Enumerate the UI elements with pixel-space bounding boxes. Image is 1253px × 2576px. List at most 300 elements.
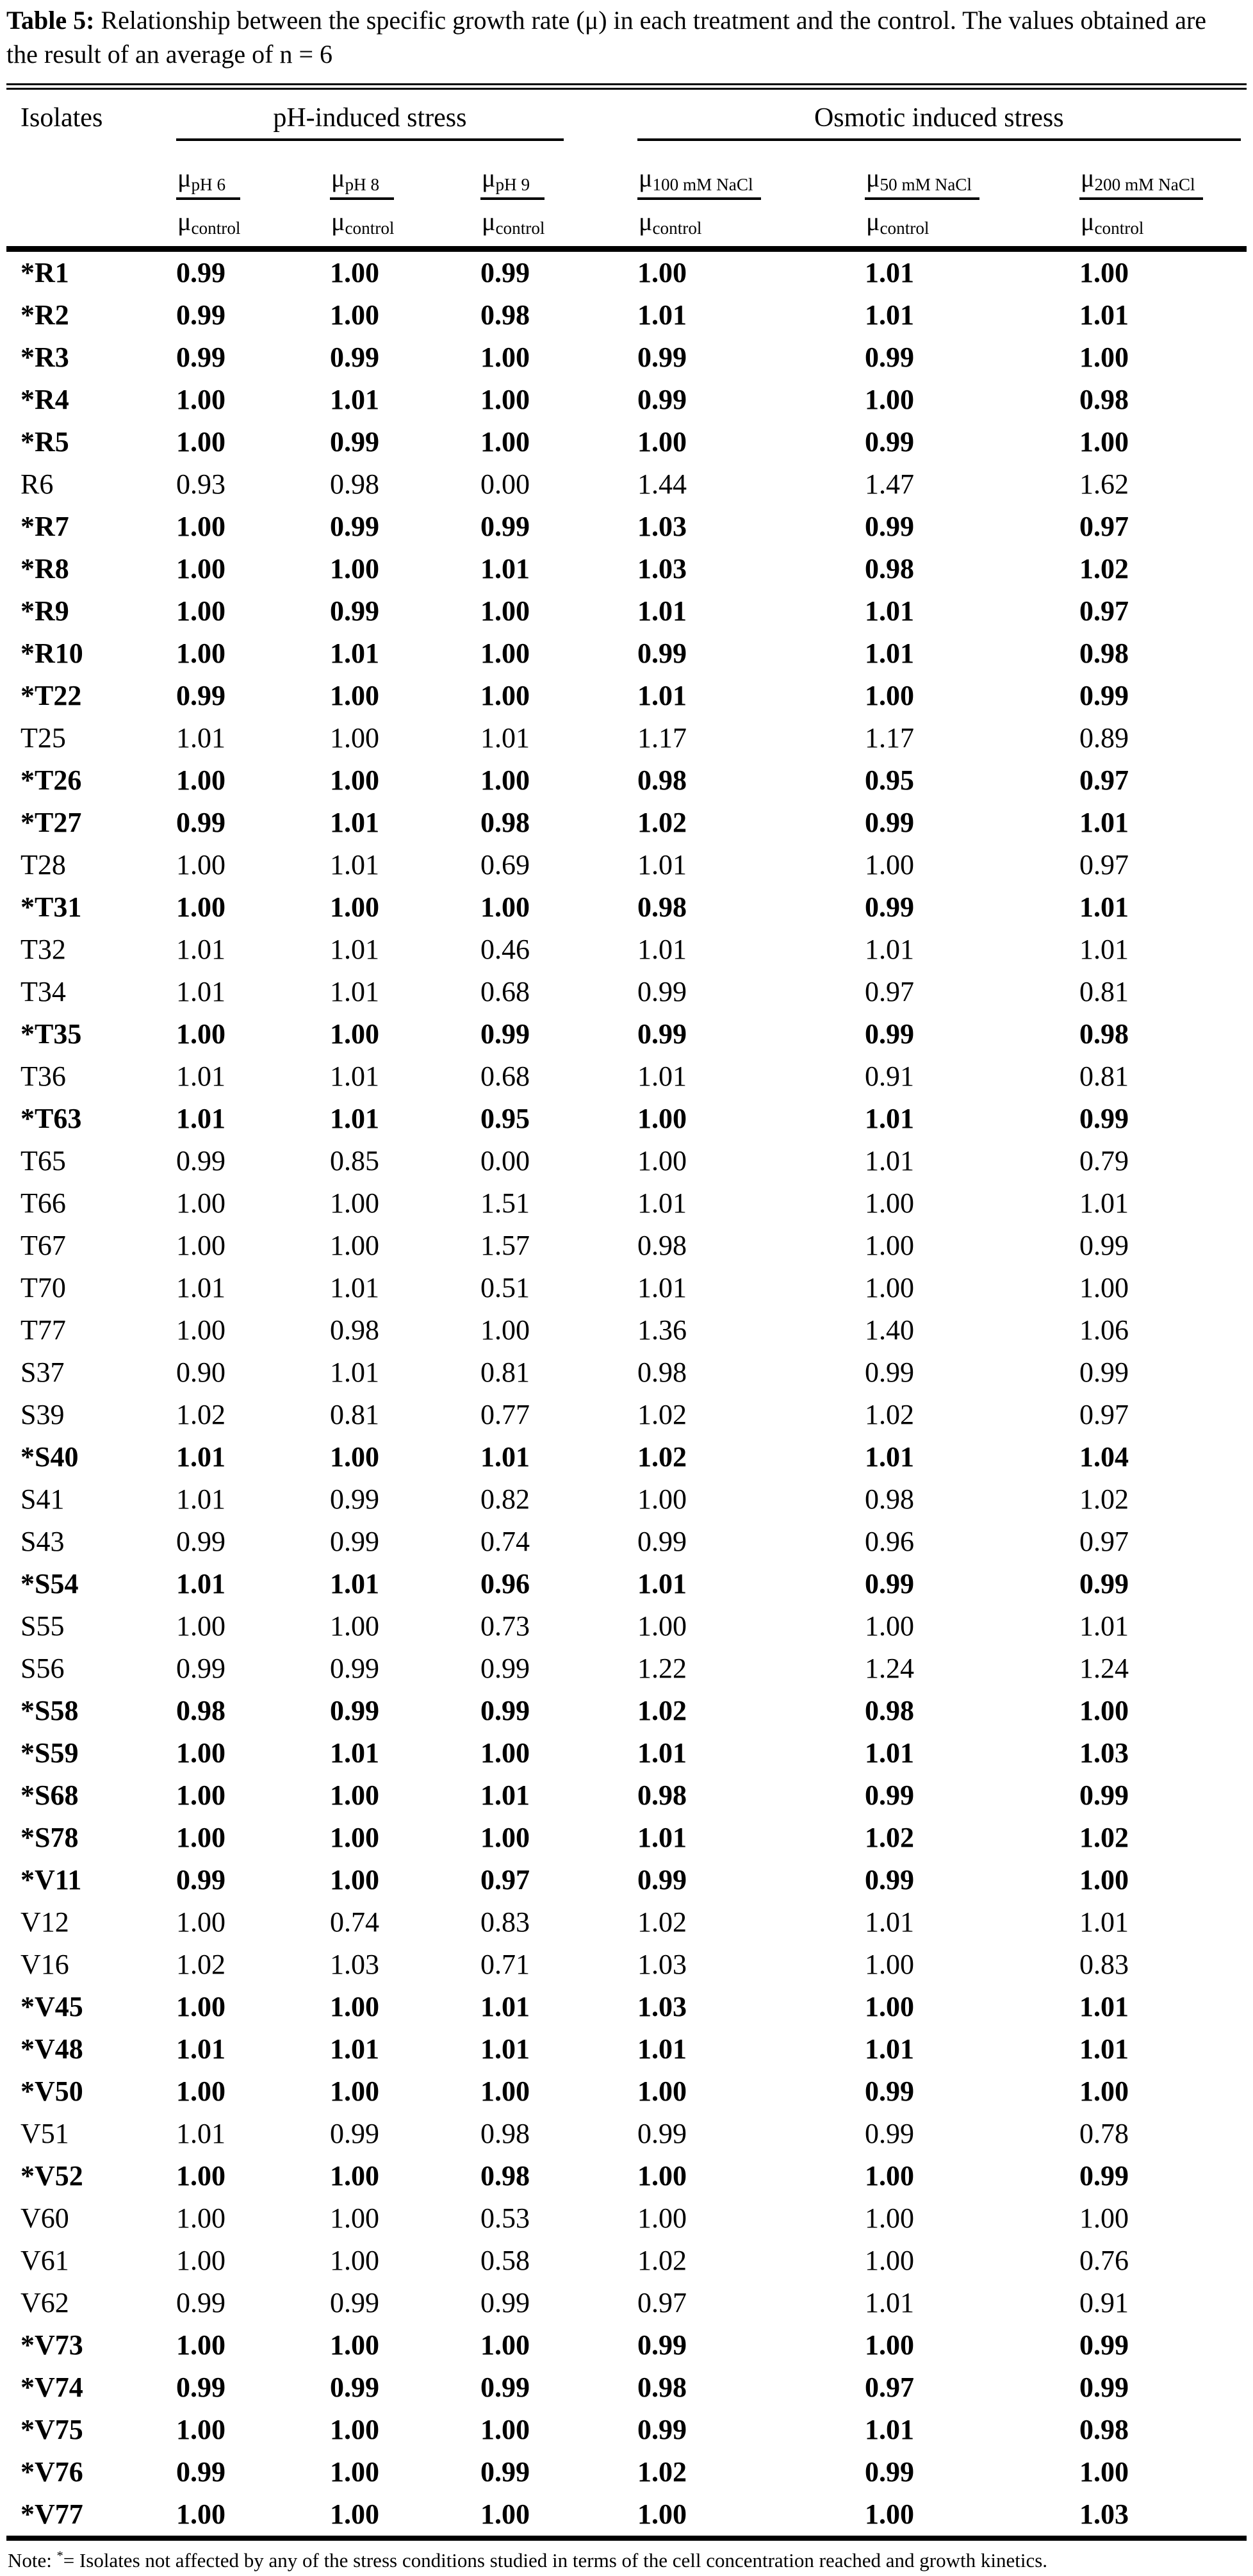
value-cell: 0.46 [480, 933, 530, 965]
value-cell: 0.99 [1079, 1229, 1129, 1261]
value-cell: 0.76 [1079, 2244, 1129, 2276]
value-cell: 0.99 [865, 1567, 914, 1599]
value-cell: 1.02 [865, 1821, 914, 1853]
table-row [6, 1098, 1247, 1140]
ratio-numerator: $\mu_{100 mM NaCl}$ [637, 163, 761, 200]
value-cell: 0.99 [330, 425, 379, 458]
value-cell: 0.97 [1079, 595, 1129, 627]
table-row [6, 2366, 1247, 2409]
ratio-denominator: $\mu_{control}$ [639, 206, 702, 238]
table-row [6, 1732, 1247, 1774]
value-cell: 0.99 [1079, 1102, 1129, 1134]
value-cell: 0.99 [865, 510, 914, 542]
value-cell: 1.01 [865, 1144, 914, 1177]
value-cell: 1.01 [865, 299, 914, 331]
value-cell: 0.98 [1079, 637, 1129, 669]
table-row [6, 1690, 1247, 1732]
value-cell: 0.98 [637, 764, 687, 796]
isolate-cell: T28 [20, 848, 66, 880]
value-cell: 0.74 [480, 1525, 530, 1557]
table-caption-label: Table 5: [6, 6, 95, 35]
value-cell: 0.77 [480, 1398, 530, 1430]
value-cell: 0.98 [480, 2117, 530, 2149]
value-cell: 1.00 [637, 1144, 687, 1177]
value-cell: 1.01 [1079, 2033, 1129, 2065]
value-cell: 0.99 [865, 341, 914, 373]
isolate-cell: S41 [20, 1483, 65, 1515]
value-cell: 1.01 [176, 1483, 225, 1515]
column-header-ph8 [330, 141, 480, 249]
table-row [6, 1521, 1247, 1563]
isolate-cell: *R3 [20, 341, 69, 373]
value-cell: 0.99 [330, 510, 379, 542]
value-cell: 0.98 [865, 552, 914, 584]
value-cell: 0.68 [480, 975, 530, 1007]
ratio-numerator: $\mu_{pH 8}$ [330, 163, 394, 200]
value-cell: 1.01 [865, 1102, 914, 1134]
isolate-cell: V61 [20, 2244, 69, 2276]
value-cell: 1.40 [865, 1314, 914, 1346]
table-row [6, 336, 1247, 379]
value-cell: 0.99 [330, 1525, 379, 1557]
table-row [6, 2028, 1247, 2070]
value-cell: 1.01 [176, 1060, 225, 1092]
value-cell: 0.00 [480, 468, 530, 500]
table-row [6, 2240, 1247, 2282]
value-cell: 0.99 [865, 1779, 914, 1811]
value-cell: 1.00 [865, 2244, 914, 2276]
value-cell: 1.01 [637, 595, 687, 627]
value-cell: 1.00 [176, 891, 225, 923]
value-cell: 1.01 [865, 595, 914, 627]
table-row [6, 421, 1247, 463]
value-cell: 0.97 [1079, 1525, 1129, 1557]
value-cell: 0.96 [480, 1567, 530, 1599]
isolate-cell: *V73 [20, 2329, 83, 2361]
value-cell: 0.97 [637, 2286, 687, 2318]
value-cell: 1.57 [480, 1229, 530, 1261]
table-row [6, 717, 1247, 759]
isolate-cell: *S78 [20, 1821, 79, 1853]
isolate-cell: V51 [20, 2117, 69, 2149]
value-cell: 0.98 [1079, 1018, 1129, 1050]
value-cell: 0.99 [480, 2286, 530, 2318]
value-cell: 1.00 [865, 848, 914, 880]
value-cell: 1.00 [1079, 341, 1129, 373]
value-cell: 0.99 [330, 341, 379, 373]
isolate-cell: *S54 [20, 1567, 79, 1599]
value-cell: 0.99 [865, 806, 914, 838]
value-cell: 1.00 [1079, 256, 1129, 288]
isolate-cell: *R4 [20, 383, 69, 415]
isolate-cell: *T22 [20, 679, 82, 711]
value-cell: 1.00 [1079, 1863, 1129, 1895]
table-row [6, 2282, 1247, 2324]
table-row [6, 886, 1247, 929]
table-row [6, 249, 1247, 294]
table-caption [6, 4, 1233, 72]
value-cell: 0.97 [1079, 764, 1129, 796]
table-row [6, 802, 1247, 844]
value-cell: 0.99 [637, 383, 687, 415]
value-cell: 1.01 [330, 806, 379, 838]
value-cell: 1.00 [330, 2075, 379, 2107]
isolate-cell: *T27 [20, 806, 82, 838]
value-cell: 1.01 [330, 1356, 379, 1388]
group-label-osmotic: Osmotic induced stress [637, 103, 1241, 141]
value-cell: 1.00 [176, 2498, 225, 2530]
isolate-cell: T67 [20, 1229, 66, 1261]
value-cell: 1.00 [330, 1990, 379, 2022]
value-cell: 1.00 [480, 595, 530, 627]
ratio-numerator: $\mu_{pH 9}$ [480, 163, 545, 200]
value-cell: 1.01 [330, 933, 379, 965]
value-cell: 1.01 [865, 2413, 914, 2445]
table-row [6, 1986, 1247, 2028]
isolate-cell: *R5 [20, 425, 69, 458]
value-cell: 1.01 [1079, 1610, 1129, 1642]
value-cell: 1.01 [330, 383, 379, 415]
ratio-denominator: $\mu_{control}$ [177, 206, 241, 238]
isolate-cell: *T31 [20, 891, 82, 923]
value-cell: 1.00 [865, 1610, 914, 1642]
value-cell: 1.00 [637, 256, 687, 288]
ratio-denominator: $\mu_{control}$ [866, 206, 930, 238]
value-cell: 1.01 [1079, 891, 1129, 923]
footnote [8, 2548, 1247, 2572]
value-cell: 1.00 [865, 1271, 914, 1303]
table-caption-text: Relationship between the specific growth rate (μ) in each treatment and the control. The values obtained are the result of an average of n = 6 [6, 6, 1207, 69]
value-cell: 1.17 [865, 722, 914, 754]
group-label-ph: pH-induced stress [176, 103, 564, 141]
value-cell: 0.99 [480, 2456, 530, 2488]
table-row [6, 1817, 1247, 1859]
value-cell: 0.99 [865, 2456, 914, 2488]
isolate-cell: *R7 [20, 510, 69, 542]
value-cell: 1.00 [330, 2244, 379, 2276]
value-cell: 1.01 [176, 933, 225, 965]
ratio-numerator: $\mu_{200 mM NaCl}$ [1079, 163, 1203, 200]
value-cell: 0.98 [637, 891, 687, 923]
value-cell: 0.99 [176, 806, 225, 838]
value-cell: 1.03 [637, 1990, 687, 2022]
value-cell: 1.00 [176, 2329, 225, 2361]
value-cell: 0.68 [480, 1060, 530, 1092]
value-cell: 1.01 [330, 1271, 379, 1303]
value-cell: 1.00 [176, 1737, 225, 1769]
value-cell: 1.00 [176, 1229, 225, 1261]
value-cell: 0.98 [480, 806, 530, 838]
value-cell: 0.99 [480, 2371, 530, 2403]
value-cell: 0.99 [480, 510, 530, 542]
value-cell: 1.00 [176, 510, 225, 542]
value-cell: 0.99 [1079, 2159, 1129, 2192]
table-row [6, 2409, 1247, 2451]
value-cell: 1.00 [330, 679, 379, 711]
value-cell: 1.00 [1079, 2456, 1129, 2488]
value-cell: 1.00 [1079, 425, 1129, 458]
sub-header-row [6, 141, 1247, 249]
table-row [6, 2451, 1247, 2493]
value-cell: 0.53 [480, 2202, 530, 2234]
value-cell: 1.02 [637, 1694, 687, 1726]
table-row [6, 294, 1247, 336]
value-cell: 1.04 [1079, 1441, 1129, 1473]
table-row [6, 2113, 1247, 2155]
ratio-numerator: $\mu_{pH 6}$ [176, 163, 240, 200]
isolate-cell: *V48 [20, 2033, 83, 2065]
value-cell: 1.01 [176, 2117, 225, 2149]
value-cell: 1.00 [1079, 1694, 1129, 1726]
isolate-cell: *V75 [20, 2413, 83, 2445]
value-cell: 1.00 [1079, 2202, 1129, 2234]
value-cell: 0.99 [330, 1483, 379, 1515]
value-cell: 1.00 [330, 1821, 379, 1853]
value-cell: 0.99 [330, 1652, 379, 1684]
value-cell: 1.02 [637, 2456, 687, 2488]
value-cell: 1.01 [1079, 933, 1129, 965]
value-cell: 0.99 [637, 2117, 687, 2149]
value-cell: 1.01 [865, 256, 914, 288]
value-cell: 1.00 [480, 2498, 530, 2530]
value-cell: 0.99 [176, 2371, 225, 2403]
value-cell: 0.85 [330, 1144, 379, 1177]
value-cell: 0.82 [480, 1483, 530, 1515]
value-cell: 1.03 [1079, 2498, 1129, 2530]
value-cell: 0.97 [1079, 1398, 1129, 1430]
value-cell: 1.01 [330, 1060, 379, 1092]
value-cell: 1.00 [176, 2075, 225, 2107]
value-cell: 1.00 [330, 1187, 379, 1219]
value-cell: 1.00 [176, 1821, 225, 1853]
value-cell: 1.00 [480, 383, 530, 415]
isolate-cell: *T35 [20, 1018, 82, 1050]
value-cell: 1.01 [637, 1060, 687, 1092]
value-cell: 0.99 [176, 2286, 225, 2318]
isolate-cell: S43 [20, 1525, 65, 1557]
value-cell: 1.00 [330, 722, 379, 754]
value-cell: 0.99 [1079, 1567, 1129, 1599]
value-cell: 1.00 [480, 637, 530, 669]
value-cell: 1.02 [176, 1398, 225, 1430]
value-cell: 1.00 [176, 1018, 225, 1050]
value-cell: 1.01 [480, 1779, 530, 1811]
value-cell: 1.02 [865, 1398, 914, 1430]
value-cell: 0.73 [480, 1610, 530, 1642]
group-header-row [6, 87, 1247, 141]
value-cell: 0.99 [637, 1863, 687, 1895]
value-cell: 1.00 [176, 1779, 225, 1811]
ratio-nacl100 [637, 163, 761, 238]
value-cell: 1.00 [480, 679, 530, 711]
value-cell: 1.01 [637, 848, 687, 880]
value-cell: 1.00 [330, 2329, 379, 2361]
isolate-cell: S39 [20, 1398, 65, 1430]
value-cell: 0.99 [480, 1018, 530, 1050]
value-cell: 0.99 [865, 1356, 914, 1388]
value-cell: 1.00 [330, 2202, 379, 2234]
value-cell: 1.00 [480, 764, 530, 796]
ratio-numerator: $\mu_{50 mM NaCl}$ [865, 163, 979, 200]
isolate-cell: *V50 [20, 2075, 83, 2107]
value-cell: 1.00 [176, 2244, 225, 2276]
value-cell: 1.01 [480, 1990, 530, 2022]
value-cell: 1.00 [637, 1483, 687, 1515]
value-cell: 0.79 [1079, 1144, 1129, 1177]
isolate-cell: *R8 [20, 552, 69, 584]
value-cell: 1.00 [330, 1441, 379, 1473]
value-cell: 0.98 [637, 1779, 687, 1811]
value-cell: 1.00 [330, 299, 379, 331]
value-cell: 0.58 [480, 2244, 530, 2276]
value-cell: 1.02 [176, 1948, 225, 1980]
value-cell: 1.03 [637, 552, 687, 584]
isolate-cell: V62 [20, 2286, 69, 2318]
value-cell: 1.00 [176, 1314, 225, 1346]
value-cell: 1.01 [176, 1102, 225, 1134]
value-cell: 1.02 [1079, 1483, 1129, 1515]
value-cell: 1.01 [330, 1102, 379, 1134]
value-cell: 1.24 [865, 1652, 914, 1684]
table-row [6, 844, 1247, 886]
value-cell: 1.00 [330, 2498, 379, 2530]
value-cell: 1.01 [330, 1737, 379, 1769]
value-cell: 0.99 [637, 1018, 687, 1050]
value-cell: 0.99 [176, 1144, 225, 1177]
value-cell: 0.99 [330, 2371, 379, 2403]
value-cell: 0.99 [637, 975, 687, 1007]
value-cell: 0.83 [1079, 1948, 1129, 1980]
value-cell: 1.00 [330, 1863, 379, 1895]
value-cell: 0.98 [1079, 2413, 1129, 2445]
value-cell: 1.00 [637, 2498, 687, 2530]
value-cell: 0.97 [480, 1863, 530, 1895]
value-cell: 0.90 [176, 1356, 225, 1388]
value-cell: 1.00 [176, 637, 225, 669]
isolate-cell: *R9 [20, 595, 69, 627]
isolate-cell: *V45 [20, 1990, 83, 2022]
value-cell: 1.02 [1079, 552, 1129, 584]
ratio-nacl50 [865, 163, 979, 238]
value-cell: 0.98 [330, 1314, 379, 1346]
table-row [6, 1605, 1247, 1647]
isolate-cell: *S68 [20, 1779, 79, 1811]
value-cell: 0.98 [865, 1694, 914, 1726]
value-cell: 1.00 [176, 383, 225, 415]
value-cell: 0.74 [330, 1906, 379, 1938]
value-cell: 1.01 [865, 1737, 914, 1769]
isolate-cell: *V74 [20, 2371, 83, 2403]
value-cell: 1.01 [176, 1567, 225, 1599]
value-cell: 0.98 [1079, 383, 1129, 415]
value-cell: 0.99 [865, 425, 914, 458]
isolate-cell: T65 [20, 1144, 66, 1177]
value-cell: 1.00 [330, 1779, 379, 1811]
value-cell: 1.03 [637, 1948, 687, 1980]
value-cell: 0.99 [1079, 679, 1129, 711]
table-row [6, 1225, 1247, 1267]
value-cell: 0.99 [1079, 2371, 1129, 2403]
value-cell: 1.00 [865, 1948, 914, 1980]
value-cell: 1.00 [865, 2498, 914, 2530]
table-row [6, 1309, 1247, 1351]
value-cell: 1.02 [637, 2244, 687, 2276]
value-cell: 1.01 [480, 1441, 530, 1473]
isolate-cell: *T63 [20, 1102, 82, 1134]
isolate-cell: S55 [20, 1610, 65, 1642]
footnote-asterisk: * [56, 2548, 63, 2563]
value-cell: 1.01 [480, 552, 530, 584]
value-cell: 0.93 [176, 468, 225, 500]
table-row [6, 971, 1247, 1013]
isolate-cell: *V11 [20, 1863, 82, 1895]
value-cell: 1.00 [330, 256, 379, 288]
value-cell: 1.01 [637, 299, 687, 331]
value-cell: 1.02 [637, 1398, 687, 1430]
ratio-ph6 [176, 163, 241, 238]
table-row [6, 1859, 1247, 1901]
value-cell: 1.00 [330, 1610, 379, 1642]
value-cell: 1.01 [1079, 1187, 1129, 1219]
value-cell: 0.99 [330, 2117, 379, 2149]
value-cell: 1.00 [637, 2075, 687, 2107]
table-row [6, 1182, 1247, 1225]
isolate-cell: R6 [20, 468, 54, 500]
value-cell: 0.99 [330, 1694, 379, 1726]
value-cell: 0.99 [637, 2329, 687, 2361]
value-cell: 0.97 [865, 2371, 914, 2403]
value-cell: 0.99 [865, 2117, 914, 2149]
value-cell: 0.98 [637, 1229, 687, 1261]
table-row [6, 1267, 1247, 1309]
isolate-cell: T32 [20, 933, 66, 965]
value-cell: 1.01 [637, 933, 687, 965]
column-header-nacl200 [1079, 141, 1247, 249]
value-cell: 1.00 [480, 1314, 530, 1346]
value-cell: 0.99 [865, 1018, 914, 1050]
isolate-cell: T34 [20, 975, 66, 1007]
table-row [6, 463, 1247, 506]
value-cell: 1.01 [176, 2033, 225, 2065]
value-cell: 1.00 [330, 2159, 379, 2192]
value-cell: 1.00 [330, 2413, 379, 2445]
table-row [6, 379, 1247, 421]
ratio-ph8 [330, 163, 395, 238]
value-cell: 1.00 [480, 1737, 530, 1769]
isolate-cell: *V52 [20, 2159, 83, 2192]
table-row [6, 1478, 1247, 1521]
column-header-ph9 [480, 141, 637, 249]
isolate-cell: *S59 [20, 1737, 79, 1769]
value-cell: 0.71 [480, 1948, 530, 1980]
value-cell: 0.98 [330, 468, 379, 500]
value-cell: 0.91 [1079, 2286, 1129, 2318]
isolate-cell: T25 [20, 722, 66, 754]
value-cell: 1.01 [1079, 299, 1129, 331]
value-cell: 1.00 [176, 2413, 225, 2445]
value-cell: 1.00 [480, 2413, 530, 2445]
value-cell: 1.01 [865, 2033, 914, 2065]
value-cell: 1.00 [865, 2329, 914, 2361]
value-cell: 0.99 [637, 637, 687, 669]
value-cell: 0.91 [865, 1060, 914, 1092]
value-cell: 1.00 [330, 891, 379, 923]
value-cell: 0.99 [480, 1694, 530, 1726]
value-cell: 1.00 [637, 425, 687, 458]
value-cell: 1.00 [637, 1610, 687, 1642]
table-row [6, 1436, 1247, 1478]
isolate-cell: T36 [20, 1060, 66, 1092]
